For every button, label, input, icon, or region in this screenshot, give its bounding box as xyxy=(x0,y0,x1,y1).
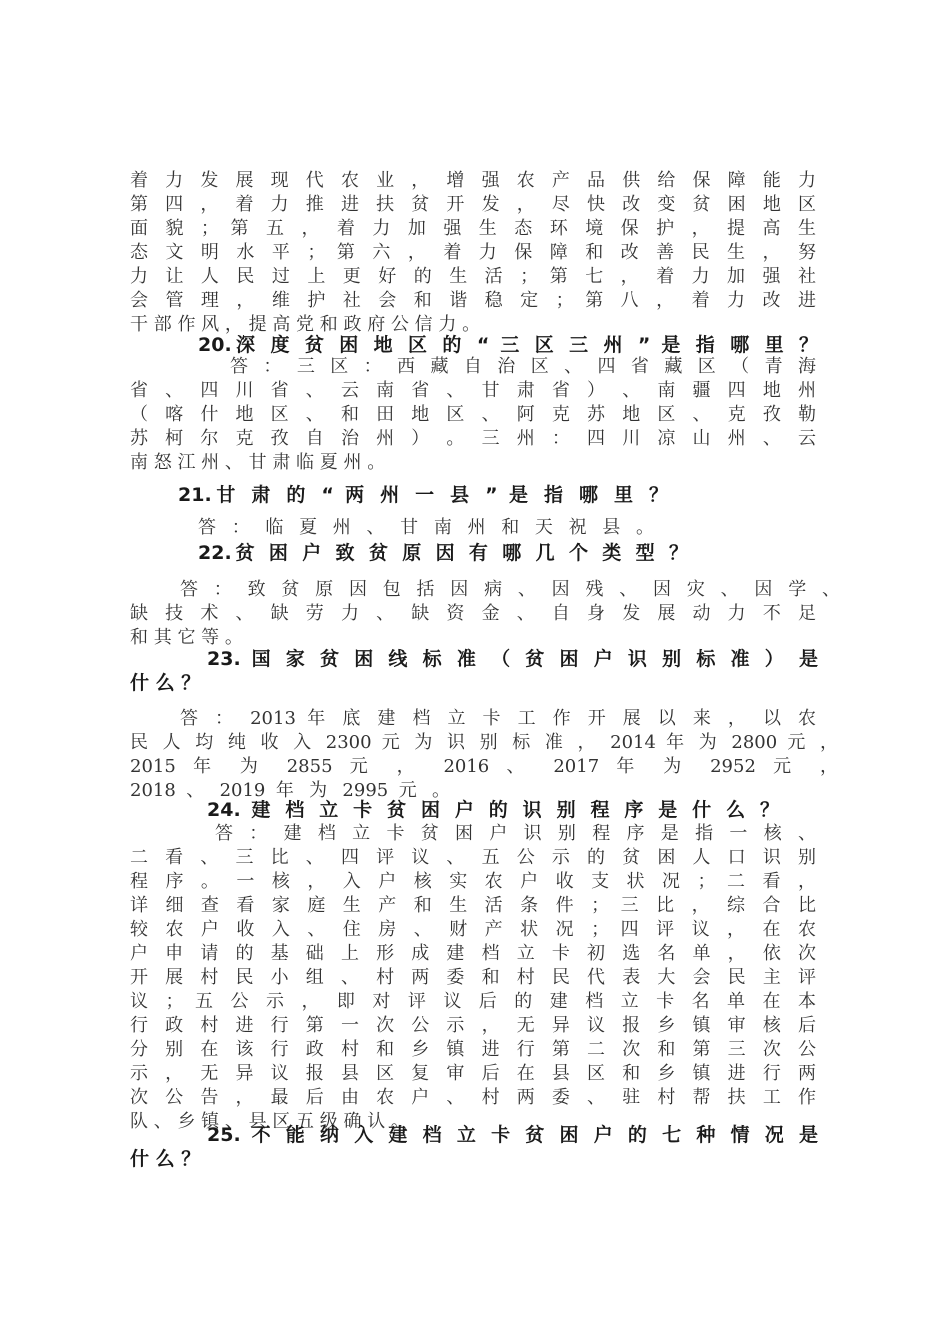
answer-line: 答 ： 致 贫 原 因 包 括 因 病 、 因 残 、 因 灾 、 因 学 、 xyxy=(180,579,840,600)
answer-line: 苏 柯 尔 克 孜 自 治 州 ） 。 三 州 ： 四 川 凉 山 州 、 云 xyxy=(130,428,816,449)
answer-line: 缺 技 术 、 缺 劳 力 、 缺 资 金 、 自 身 发 展 动 力 不 足 xyxy=(130,603,816,624)
paragraph-line: 力 让 人 民 过 上 更 好 的 生 活 ； 第 七 ， 着 力 加 强 社 xyxy=(130,266,816,287)
question-heading-24: 24. 建 档 立 卡 贫 困 户 的 识 别 程 序 是 什 么 ？ xyxy=(207,799,779,821)
answer-line: 行 政 村 进 行 第 一 次 公 示 ， 无 异 议 报 乡 镇 审 核 后 xyxy=(130,1015,816,1036)
answer-line: 答 ： 2013 年 底 建 档 立 卡 工 作 开 展 以 来 ， 以 农 xyxy=(180,708,816,729)
question-heading-25-cont: 什 么 ？ xyxy=(130,1148,201,1170)
answer-line: 队 、 乡 镇 、 县 区 五 级 确 认 。 xyxy=(130,1111,409,1132)
question-heading-21: 21.甘 肃 的 “ 两 州 一 县 ” 是 指 哪 里 ？ xyxy=(178,484,668,506)
answer-line: 二 看 、 三 比 、 四 评 议 、 五 公 示 的 贫 困 人 口 识 别 xyxy=(130,847,816,868)
answer-line: 省 、 四 川 省 、 云 南 省 、 甘 肃 省 ） 、 南 疆 四 地 州 xyxy=(130,380,816,401)
answer-line: 程 序 。 一 核 ， 入 户 核 实 农 户 收 支 状 况 ； 二 看 ， xyxy=(130,871,816,892)
answer-line: 较 农 户 收 入 、 住 房 、 财 产 状 况 ； 四 评 议 ， 在 农 xyxy=(130,919,816,940)
answer-line: 次 公 告 ， 最 后 由 农 户 、 村 两 委 、 驻 村 帮 扶 工 作 xyxy=(130,1087,816,1108)
paragraph-line: 会 管 理 ， 维 护 社 会 和 谐 稳 定 ； 第 八 ， 着 力 改 进 xyxy=(130,290,816,311)
paragraph-line: 第 四 ， 着 力 推 进 扶 贫 开 发 ， 尽 快 改 变 贫 困 地 区 xyxy=(130,194,816,215)
question-heading-22: 22.贫 困 户 致 贫 原 因 有 哪 几 个 类 型 ？ xyxy=(198,542,688,564)
answer-line: 开 展 村 民 小 组 、 村 两 委 和 村 民 代 表 大 会 民 主 评 xyxy=(130,967,816,988)
answer-line: 南 怒 江 州 、 甘 肃 临 夏 州 。 xyxy=(130,452,386,473)
answer-line: 户 申 请 的 基 础 上 形 成 建 档 立 卡 初 选 名 单 ， 依 次 xyxy=(130,943,816,964)
answer-line: 答 ： 三 区 ： 西 藏 自 治 区 、 四 省 藏 区 （ 青 海 xyxy=(230,356,816,377)
question-heading-23: 23. 国 家 贫 困 线 标 准 （ 贫 困 户 识 别 标 准 ） 是 xyxy=(207,648,818,670)
answer-line: 分 别 在 该 行 政 村 和 乡 镇 进 行 第 二 次 和 第 三 次 公 xyxy=(130,1039,816,1060)
answer-line: 议 ； 五 公 示 ， 即 对 评 议 后 的 建 档 立 卡 名 单 在 本 xyxy=(130,991,816,1012)
answer-line: 和 其 它 等 。 xyxy=(130,627,243,648)
question-heading-23-cont: 什 么 ？ xyxy=(130,672,201,694)
answer-line: 示 ， 无 异 议 报 县 区 复 审 后 在 县 区 和 乡 镇 进 行 两 xyxy=(130,1063,816,1084)
answer-line: 答 ： 建 档 立 卡 贫 困 户 识 别 程 序 是 指 一 核 、 xyxy=(215,823,816,844)
answer-line: 答 ： 临 夏 州 、 甘 南 州 和 天 祝 县 。 xyxy=(198,517,654,538)
answer-line: （ 喀 什 地 区 、 和 田 地 区 、 阿 克 苏 地 区 、 克 孜 勒 xyxy=(130,404,816,425)
answer-line: 2015 年 为 2855 元 ， 2016 、 2017 年 为 2952 元 ， xyxy=(130,756,838,777)
paragraph-line: 态 文 明 水 平 ； 第 六 ， 着 力 保 障 和 改 善 民 生 ， 努 xyxy=(130,242,816,263)
paragraph-line: 着 力 发 展 现 代 农 业 ， 增 强 农 产 品 供 给 保 障 能 力 xyxy=(130,170,816,191)
answer-line: 详 细 查 看 家 庭 生 产 和 生 活 条 件 ； 三 比 ， 综 合 比 xyxy=(130,895,816,916)
answer-line: 民 人 均 纯 收 入 2300 元 为 识 别 标 准 ， 2014 年 为 2800 元 ， xyxy=(130,732,838,753)
answer-line: 2018 、 2019 年 为 2995 元 。 xyxy=(130,780,450,801)
paragraph-line: 干 部 作 风 ， 提 高 党 和 政 府 公 信 力 。 xyxy=(130,314,481,335)
question-heading-20: 20.深 度 贫 困 地 区 的 “ 三 区 三 州 ” 是 指 哪 里 ？ xyxy=(198,334,818,356)
question-heading-25: 25. 不 能 纳 入 建 档 立 卡 贫 困 户 的 七 种 情 况 是 xyxy=(207,1124,818,1146)
paragraph-line: 面 貌 ； 第 五 ， 着 力 加 强 生 态 环 境 保 护 ， 提 高 生 xyxy=(130,218,816,239)
